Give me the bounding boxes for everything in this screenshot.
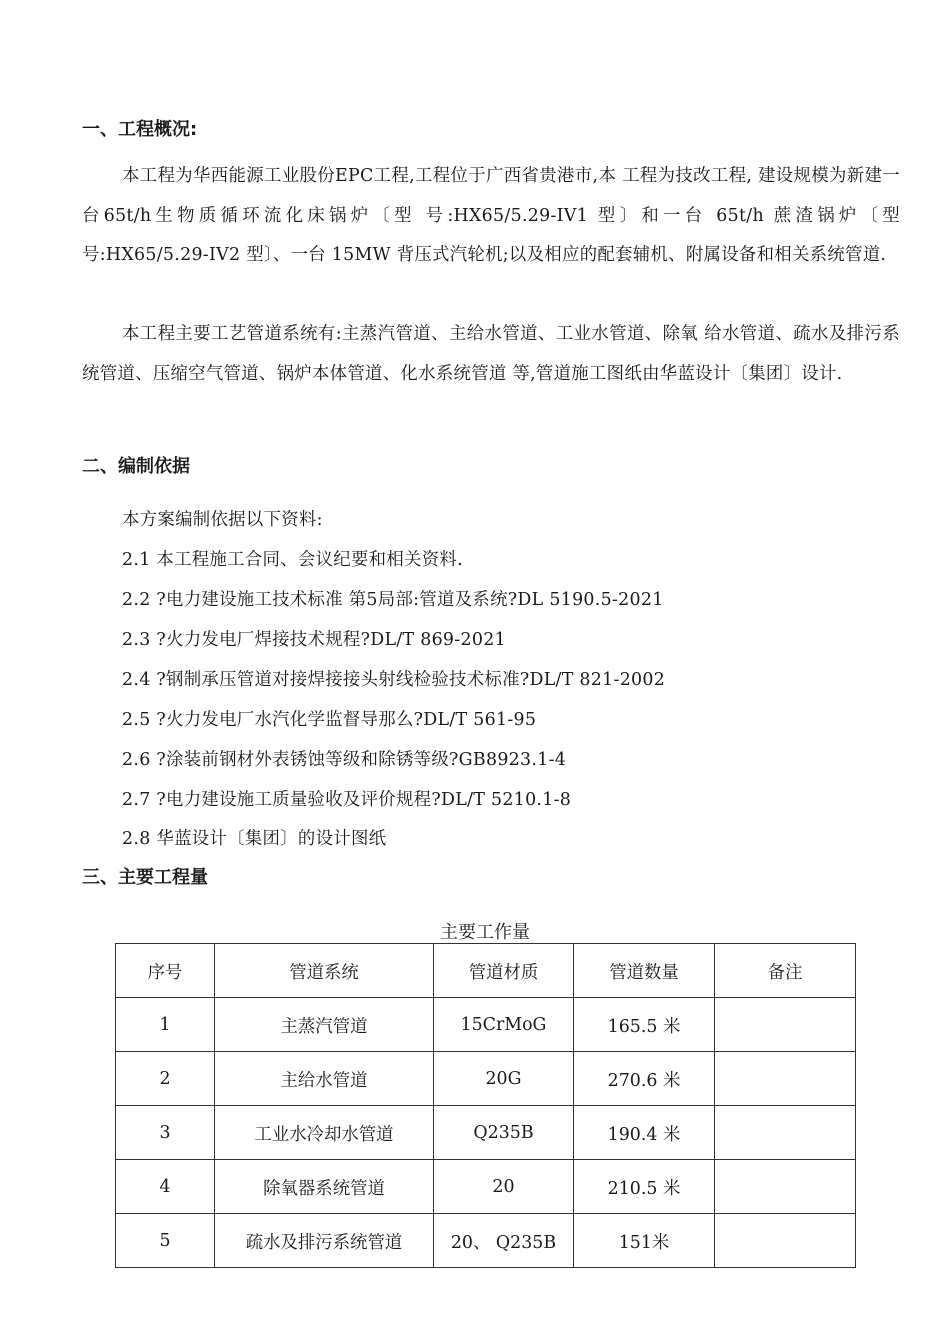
reference-item: 2.3 ?火力发电厂焊接技术规程?DL/T 869-2021 (122, 630, 506, 650)
header-cell: 管道数量 (574, 944, 715, 998)
table-cell (715, 1052, 856, 1106)
table-row (116, 1160, 856, 1214)
table-cell: 5 (116, 1214, 215, 1268)
section1-heading: 一、工程概况: (82, 119, 198, 140)
table-cell: 20G (434, 1052, 574, 1106)
table-cell: 除氧器系统管道 (215, 1160, 434, 1214)
table-cell: 151米 (574, 1214, 715, 1268)
section1-paragraph-2: 本工程主要工艺管道系统有:主蒸汽管道、主给水管道、工业水管道、除氧 给水管道、疏水及排污系统管道、压缩空气管道、锅炉本体管道、化水系统管道 等,管道施工图纸由华蓝设计〔集团〕设计. (82, 324, 900, 384)
table-cell (715, 1106, 856, 1160)
table-cell (715, 1214, 856, 1268)
table-cell: 20、 Q235B (434, 1214, 574, 1268)
table-cell: 1 (116, 998, 215, 1052)
table-cell: 主给水管道 (215, 1052, 434, 1106)
table-cell: 主蒸汽管道 (215, 998, 434, 1052)
table-cell: 270.6 米 (574, 1052, 715, 1106)
table-cell (715, 998, 856, 1052)
reference-item: 2.6 ?涂装前钢材外表锈蚀等级和除锈等级?GB8923.1-4 (122, 750, 567, 770)
table-row (116, 1052, 856, 1106)
table-caption: 主要工作量 (440, 922, 530, 943)
table-row (116, 1214, 856, 1268)
work-quantity-table (115, 943, 856, 1268)
header-cell: 备注 (715, 944, 856, 998)
reference-item: 2.5 ?火力发电厂水汽化学监督导那么?DL/T 561-95 (122, 710, 537, 730)
table-cell: Q235B (434, 1106, 574, 1160)
table-header-row (116, 944, 856, 998)
table-cell: 3 (116, 1106, 215, 1160)
header-cell: 序号 (116, 944, 215, 998)
table-row (116, 1106, 856, 1160)
reference-item: 2.7 ?电力建设施工质量验收及评价规程?DL/T 5210.1-8 (122, 790, 572, 810)
table-cell (715, 1160, 856, 1214)
section2-intro: 本方案编制依据以下资料: (122, 510, 323, 530)
header-cell: 管道材质 (434, 944, 574, 998)
table-cell: 4 (116, 1160, 215, 1214)
section3-heading: 三、主要工程量 (82, 867, 208, 888)
header-cell: 管道系统 (215, 944, 434, 998)
reference-item: 2.2 ?电力建设施工技术标准 第5局部:管道及系统?DL 5190.5-2021 (122, 590, 664, 610)
section2-heading: 二、编制依据 (82, 456, 190, 477)
table-cell: 210.5 米 (574, 1160, 715, 1214)
reference-item: 2.4 ?钢制承压管道对接焊接接头射线检验技术标准?DL/T 821-2002 (122, 670, 666, 690)
reference-item: 2.8 华蓝设计〔集团〕的设计图纸 (122, 829, 387, 849)
table-cell: 15CrMoG (434, 998, 574, 1052)
section1-paragraph-1: 本工程为华西能源工业股份EPC工程,工程位于广西省贵港市,本 工程为技改工程, 建设规模为新建一台65t/h生物质循环流化床锅炉〔型 号:HX65/5.29-IV1 型〕和一台 65t/h 蔗渣锅炉〔型号:HX65/5.29-IV2 型〕、一台 15MW 背压式汽轮机;以及相应的配套辅机、附属设备和相关系统管道. (82, 166, 900, 265)
table-cell: 工业水冷却水管道 (215, 1106, 434, 1160)
table-cell: 165.5 米 (574, 998, 715, 1052)
table-cell: 20 (434, 1160, 574, 1214)
reference-item: 2.1 本工程施工合同、会议纪要和相关资料. (122, 550, 463, 570)
table-cell: 2 (116, 1052, 215, 1106)
table-cell: 190.4 米 (574, 1106, 715, 1160)
table-row (116, 998, 856, 1052)
table-cell: 疏水及排污系统管道 (215, 1214, 434, 1268)
